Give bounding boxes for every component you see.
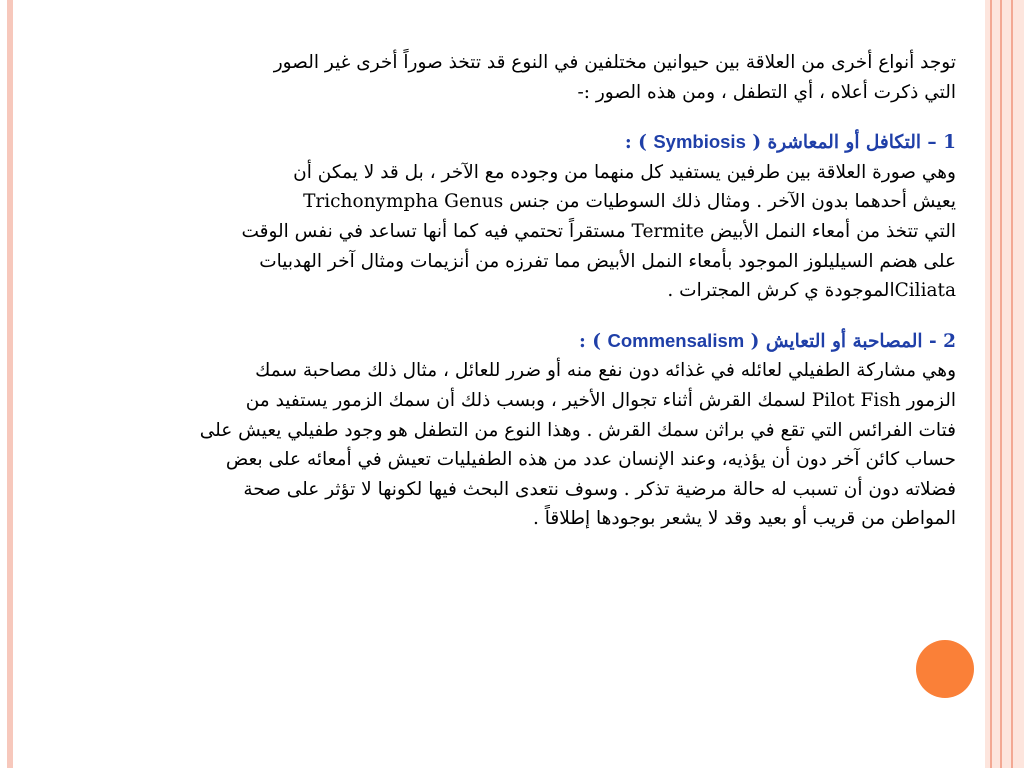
spacer [50,306,956,326]
section-title-english: Symbiosis [653,131,746,153]
body-line: التي تتخذ من أمعاء النمل الأبيض Termite مستقراً تحتمي فيه كما أنها تساعد في نفس الوقت [241,220,956,242]
body-line: يعيش أحدهما بدون الآخر . ومثال ذلك السوطيات من جنس Trichonympha Genus [303,191,956,213]
spacer [50,107,956,127]
intro-line: توجد أنواع أخرى من العلاقة بين حيوانين مختلفين في النوع قد تتخذ صوراً أخرى غير الصور [273,52,956,73]
right-frame-line [990,0,992,768]
intro-line: التي ذكرت أعلاه ، أي التطفل ، ومن هذه الصور :- [577,81,956,103]
section-title-end: ) : [578,330,601,352]
body-line: وهي مشاركة الطفيلي لعائله في غذائه دون نفع منه أو ضرر للعائل ، مثال ذلك مصاحبة سمك [255,360,956,382]
section-title-end: ) : [624,132,647,154]
body-line: فتات الفرائس التي تقع في براثن سمك القرش . وهذا النوع من التطفل هو وجود طفيلي يعيش على [199,419,956,441]
body-line: الزمور Pilot Fish لسمك القرش أثناء تجوال الأخير ، وبسب ذلك أن سمك الزمور يستفيد من [245,389,956,411]
body-line: على هضم السيليلوز الموجود بأمعاء النمل الأبيض مما تفرزه من أنزيمات ومثال آخر الهدبيات [259,250,956,272]
body-line: حساب كائن آخر دون أن يؤذيه، وعند الإنسان عدد من هذه الطفيليات تعيش في أمعائه على بعض [225,449,956,471]
body-line: المواطن من قريب أو بعيد وقد لا يشعر بوجودها إطلاقاً . [533,508,956,530]
right-frame-line [1000,0,1002,768]
section-title-arabic: - المصاحبة أو التعايش ( [750,330,937,352]
section-title-arabic: – التكافل أو المعاشرة ( [752,132,937,154]
decorative-circle [916,640,974,698]
body-line: وهي صورة العلاقة بين طرفين يستفيد كل منهما من وجوده مع الآخر ، بل قد لا يمكن أن [293,161,956,183]
body-line: فضلاته دون أن تسبب له حالة مرضية تذكر . وسوف نتعدى البحث فيها لكونها لا تؤثر على صحة [243,478,956,500]
section-heading-commensalism [50,326,956,357]
right-frame-line [1011,0,1013,768]
section-number: 1 [943,132,956,154]
left-frame-line [7,0,13,768]
body-line: Ciliataالموجودة ي كرش المجترات . [667,280,956,302]
slide-body [50,48,956,534]
section-title-english: Commensalism [607,329,745,351]
section-heading-symbiosis [50,127,956,158]
section-number: 2 [943,330,956,352]
